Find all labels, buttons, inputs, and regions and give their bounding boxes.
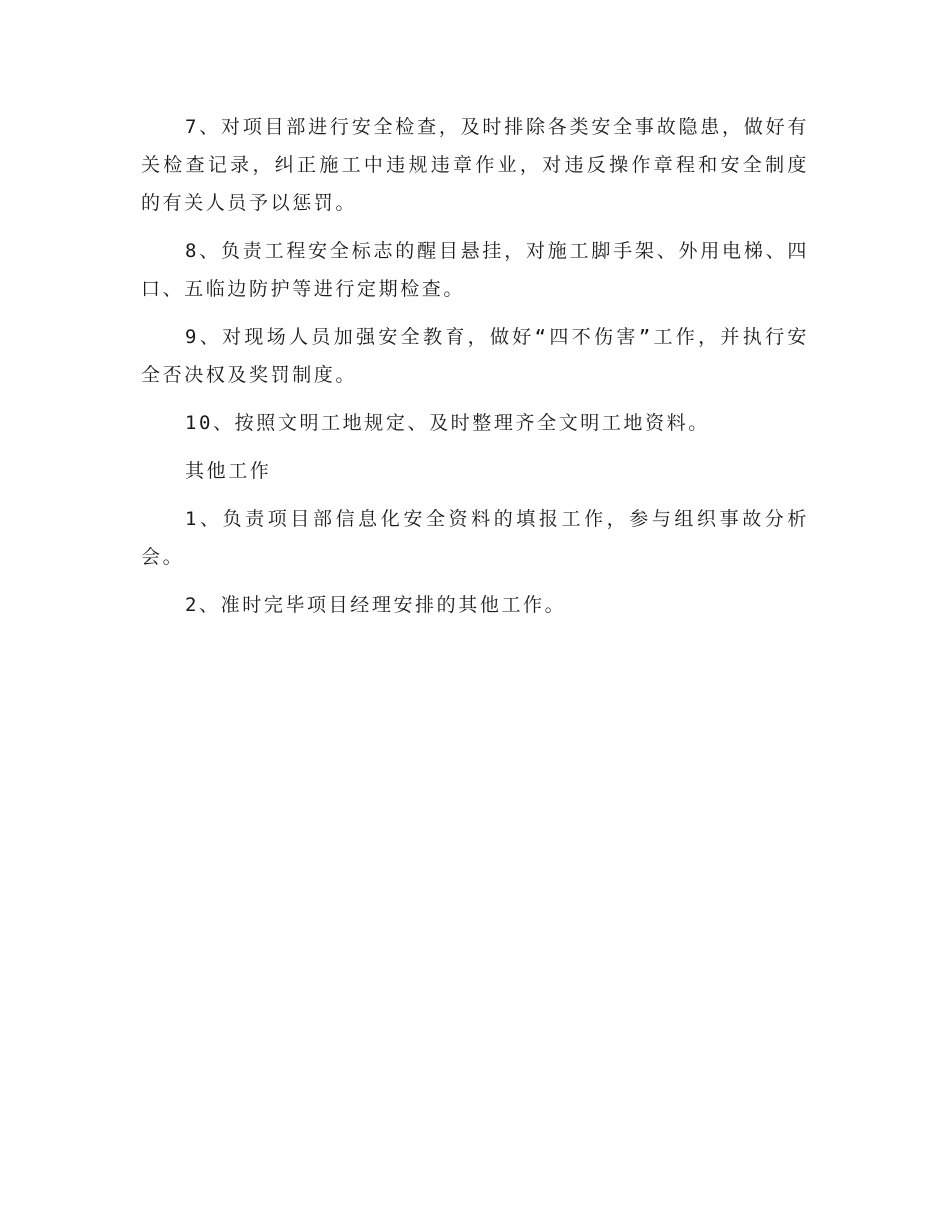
paragraph-item-7: 7、对项目部进行安全检查，及时排除各类安全事故隐患，做好有关检查记录，纠正施工中违规违章作业，对违反操作章程和安全制度的有关人员予以惩罚。 [141,116,809,214]
paragraph-other-2: 2、准时完毕项目经理安排的其他工作。 [185,594,567,616]
section-heading-other-work: 其他工作 [185,460,272,482]
paragraph-item-9: 9、对现场人员加强安全教育，做好“四不伤害”工作，并执行安全否决权及奖罚制度。 [141,326,809,386]
paragraph-other-1: 1、负责项目部信息化安全资料的填报工作，参与组织事故分析会。 [141,508,809,568]
paragraph-item-10: 10、按照文明工地规定、及时整理齐全文明工地资料。 [185,412,710,434]
paragraph-item-8: 8、负责工程安全标志的醒目悬挂，对施工脚手架、外用电梯、四口、五临边防护等进行定期检查。 [141,240,809,300]
document-body [141,108,809,634]
